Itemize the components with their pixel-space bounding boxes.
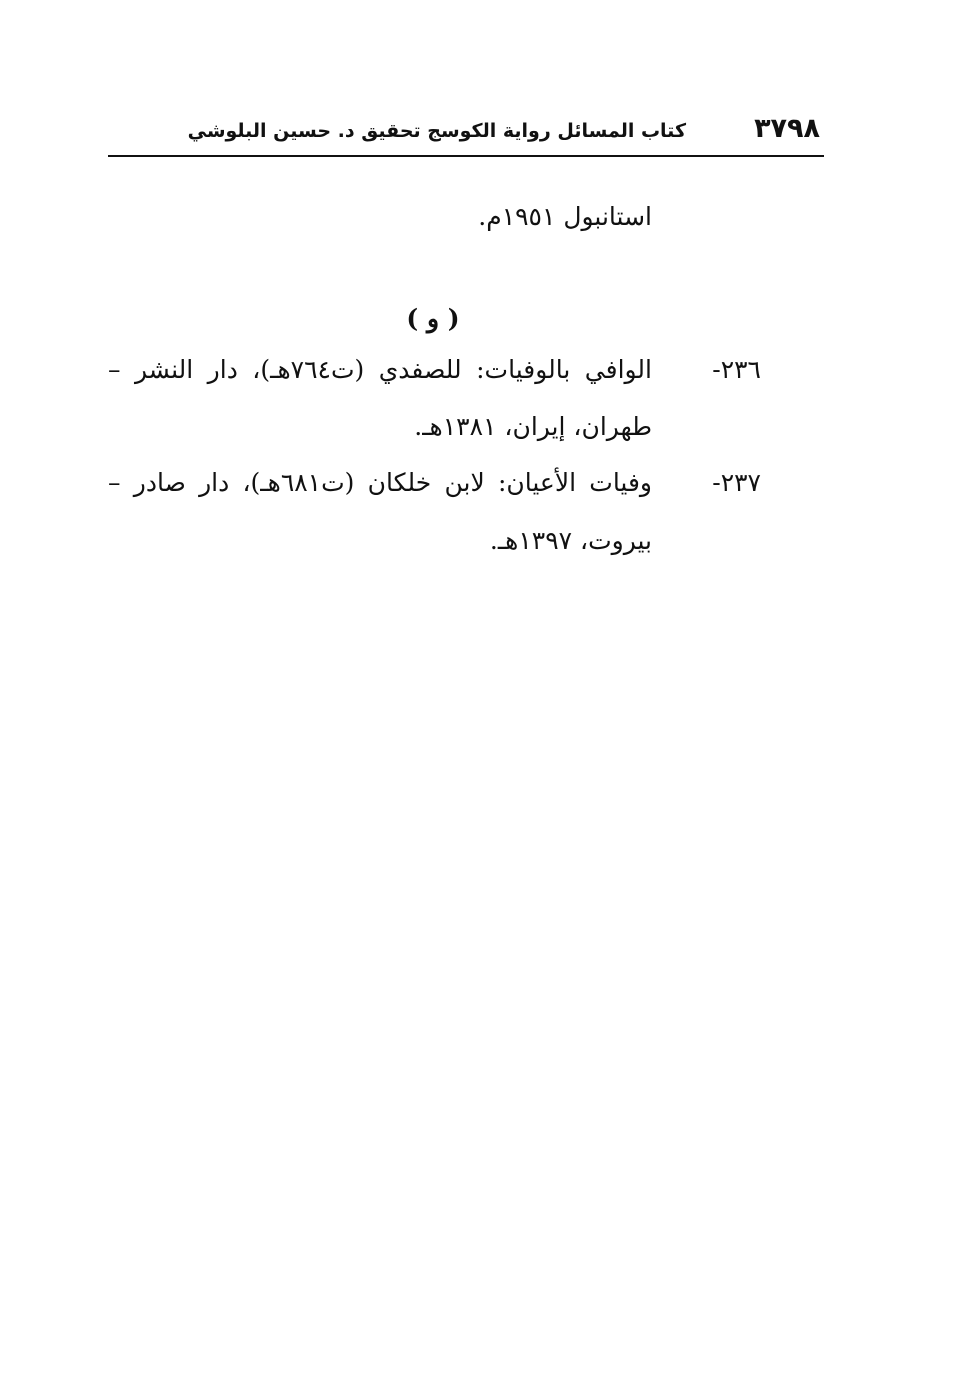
entry-number: ٢٣٦- [712, 355, 761, 384]
entry-number: ٢٣٧- [712, 468, 761, 497]
entry-text-line: وفيات الأعيان: لابن خلكان (ت٦٨١هـ)، دار صادر – [108, 468, 653, 497]
continuation-line: استانبول ١٩٥١م. [478, 202, 652, 231]
entry-text-line: طهران، إيران، ١٣٨١هـ. [414, 412, 652, 441]
page-header [108, 108, 824, 154]
section-heading: ( و ) [406, 304, 460, 333]
page-number: ٣٧٩٨ [754, 113, 820, 144]
entry-text-line: الوافي بالوفيات: للصفدي (ت٧٦٤هـ)، دار النشر – [108, 355, 652, 384]
entry-text-line: بيروت، ١٣٩٧هـ. [489, 526, 652, 555]
running-title: كتاب المسائل رواية الكوسج تحقيق د. حسين البلوشي [187, 120, 686, 142]
header-rule [108, 155, 824, 157]
